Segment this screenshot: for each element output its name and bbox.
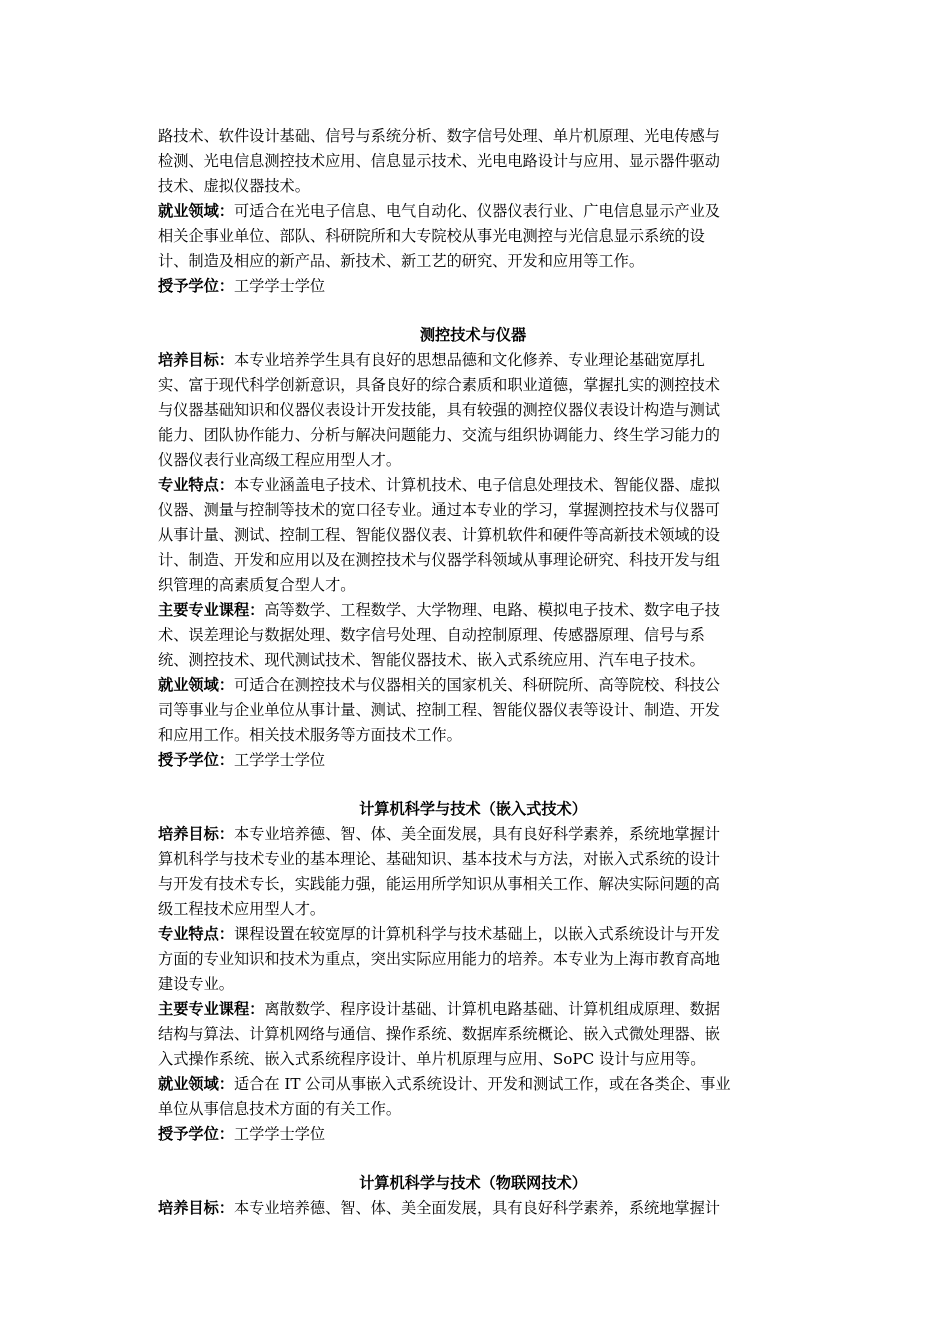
paragraph-line bbox=[158, 473, 788, 498]
paragraph-line bbox=[158, 698, 788, 723]
line-text: 计、制造及相应的新产品、新技术、新工艺的研究、开发和应用等工作。 bbox=[158, 252, 644, 270]
line-text: 路技术、软件设计基础、信号与系统分析、数字信号处理、单片机原理、光电传感与 bbox=[158, 127, 720, 145]
line-text: 相关企事业单位、部队、科研院所和大专院校从事光电测控与光信息显示系统的设 bbox=[158, 227, 705, 245]
line-text: 能力、团队协作能力、分析与解决问题能力、交流与组织协调能力、终生学习能力的 bbox=[158, 426, 720, 444]
line-text: 与开发有技术专长，实践能力强，能运用所学知识从事相关工作、解决实际问题的高 bbox=[158, 875, 720, 893]
line-text: 织管理的高素质复合型人才。 bbox=[158, 576, 356, 594]
field-label: 主要专业课程： bbox=[158, 1000, 265, 1018]
field-label: 主要专业课程： bbox=[158, 601, 265, 619]
line-text: 级工程技术应用型人才。 bbox=[158, 900, 326, 918]
field-label: 就业领域： bbox=[158, 1075, 234, 1093]
paragraph-line bbox=[158, 274, 788, 299]
paragraph-line bbox=[158, 1196, 788, 1221]
line-text: 工学学士学位 bbox=[233, 751, 326, 769]
paragraph-line bbox=[158, 1047, 788, 1072]
section-title: 计算机科学与技术（物联网技术） bbox=[359, 1174, 587, 1192]
section-spacer bbox=[158, 299, 788, 323]
line-text: 建设专业。 bbox=[158, 975, 234, 993]
paragraph-line bbox=[158, 897, 788, 922]
document-body bbox=[158, 124, 788, 1221]
paragraph-line bbox=[158, 1022, 788, 1047]
line-text: 本专业培养德、智、体、美全面发展，具有良好科学素养，系统地掌握计 bbox=[233, 1199, 720, 1217]
line-text: 适合在 IT 公司从事嵌入式系统设计、开发和测试工作，或在各类企、事业 bbox=[233, 1075, 731, 1093]
paragraph-line bbox=[158, 398, 788, 423]
line-text: 实、富于现代科学创新意识，具备良好的综合素质和职业道德，掌握扎实的测控技术 bbox=[158, 376, 720, 394]
paragraph-line bbox=[158, 174, 788, 199]
line-text: 本专业培养德、智、体、美全面发展，具有良好科学素养，系统地掌握计 bbox=[233, 825, 720, 843]
paragraph-line bbox=[158, 249, 788, 274]
paragraph-line bbox=[158, 748, 788, 773]
paragraph-line bbox=[158, 872, 788, 897]
line-text: 从事计量、测试、控制工程、智能仪器仪表、计算机软件和硬件等高新技术领域的设 bbox=[158, 526, 720, 544]
paragraph-line bbox=[158, 548, 788, 573]
line-text: 工学学士学位 bbox=[233, 277, 326, 295]
line-text: 技术、虚拟仪器技术。 bbox=[158, 177, 310, 195]
line-text: 司等事业与企业单位从事计量、测试、控制工程、智能仪器仪表等设计、制造、开发 bbox=[158, 701, 720, 719]
line-text: 统、测控技术、现代测试技术、智能仪器技术、嵌入式系统应用、汽车电子技术。 bbox=[158, 651, 705, 669]
section-spacer bbox=[158, 773, 788, 797]
section-spacer bbox=[158, 1147, 788, 1171]
paragraph-line bbox=[158, 723, 788, 748]
field-label: 专业特点： bbox=[158, 476, 234, 494]
line-text: 工学学士学位 bbox=[233, 1125, 326, 1143]
line-text: 结构与算法、计算机网络与通信、操作系统、数据库系统概论、嵌入式微处理器、嵌 bbox=[158, 1025, 720, 1043]
paragraph-line bbox=[158, 149, 788, 174]
field-label: 授予学位： bbox=[158, 1125, 234, 1143]
paragraph-line bbox=[158, 1072, 788, 1097]
section-title: 计算机科学与技术（嵌入式技术） bbox=[359, 800, 587, 818]
field-label: 培养目标： bbox=[158, 825, 234, 843]
line-text: 可适合在光电子信息、电气自动化、仪器仪表行业、广电信息显示产业及 bbox=[233, 202, 720, 220]
paragraph-line bbox=[158, 822, 788, 847]
line-text: 仪器、测量与控制等技术的宽口径专业。通过本专业的学习，掌握测控技术与仪器可 bbox=[158, 501, 720, 519]
paragraph-line bbox=[158, 673, 788, 698]
line-text: 可适合在测控技术与仪器相关的国家机关、科研院所、高等院校、科技公 bbox=[233, 676, 720, 694]
paragraph-line bbox=[158, 972, 788, 997]
paragraph-line bbox=[158, 573, 788, 598]
line-text: 术、误差理论与数据处理、数字信号处理、自动控制原理、传感器原理、信号与系 bbox=[158, 626, 705, 644]
field-label: 授予学位： bbox=[158, 751, 234, 769]
field-label: 就业领域： bbox=[158, 202, 234, 220]
paragraph-line bbox=[158, 598, 788, 623]
line-text: 高等数学、工程数学、大学物理、电路、模拟电子技术、数字电子技 bbox=[264, 601, 720, 619]
paragraph-line bbox=[158, 997, 788, 1022]
field-label: 授予学位： bbox=[158, 277, 234, 295]
field-label: 培养目标： bbox=[158, 1199, 234, 1217]
field-label: 就业领域： bbox=[158, 676, 234, 694]
paragraph-line bbox=[158, 1097, 788, 1122]
paragraph-line bbox=[158, 623, 788, 648]
line-text: 本专业培养学生具有良好的思想品德和文化修养、专业理论基础宽厚扎 bbox=[233, 351, 705, 369]
paragraph-line bbox=[158, 199, 788, 224]
paragraph-line bbox=[158, 373, 788, 398]
paragraph-line bbox=[158, 498, 788, 523]
line-text: 课程设置在较宽厚的计算机科学与技术基础上，以嵌入式系统设计与开发 bbox=[233, 925, 720, 943]
paragraph-line bbox=[158, 922, 788, 947]
line-text: 算机科学与技术专业的基本理论、基础知识、基本技术与方法，对嵌入式系统的设计 bbox=[158, 850, 720, 868]
line-text: 与仪器基础知识和仪器仪表设计开发技能，具有较强的测控仪器仪表设计构造与测试 bbox=[158, 401, 720, 419]
line-text: 计、制造、开发和应用以及在测控技术与仪器学科领域从事理论研究、科技开发与组 bbox=[158, 551, 720, 569]
line-text: 仪器仪表行业高级工程应用型人才。 bbox=[158, 451, 401, 469]
line-text: 单位从事信息技术方面的有关工作。 bbox=[158, 1100, 401, 1118]
paragraph-line bbox=[158, 947, 788, 972]
line-text: 检测、光电信息测控技术应用、信息显示技术、光电电路设计与应用、显示器件驱动 bbox=[158, 152, 720, 170]
line-text: 入式操作系统、嵌入式系统程序设计、单片机原理与应用、SoPC 设计与应用等。 bbox=[158, 1050, 706, 1068]
paragraph-line bbox=[158, 423, 788, 448]
paragraph-line bbox=[158, 448, 788, 473]
section-title: 测控技术与仪器 bbox=[419, 326, 527, 344]
line-text: 方面的专业知识和技术为重点，突出实际应用能力的培养。本专业为上海市教育高地 bbox=[158, 950, 720, 968]
paragraph-line bbox=[158, 523, 788, 548]
paragraph-line bbox=[158, 847, 788, 872]
line-text: 和应用工作。相关技术服务等方面技术工作。 bbox=[158, 726, 462, 744]
paragraph-line bbox=[158, 224, 788, 249]
paragraph-line bbox=[158, 1122, 788, 1147]
field-label: 培养目标： bbox=[158, 351, 234, 369]
line-text: 本专业涵盖电子技术、计算机技术、电子信息处理技术、智能仪器、虚拟 bbox=[233, 476, 720, 494]
paragraph-line bbox=[158, 348, 788, 373]
paragraph-line bbox=[158, 124, 788, 149]
paragraph-line bbox=[158, 648, 788, 673]
field-label: 专业特点： bbox=[158, 925, 234, 943]
line-text: 离散数学、程序设计基础、计算机电路基础、计算机组成原理、数据 bbox=[264, 1000, 720, 1018]
